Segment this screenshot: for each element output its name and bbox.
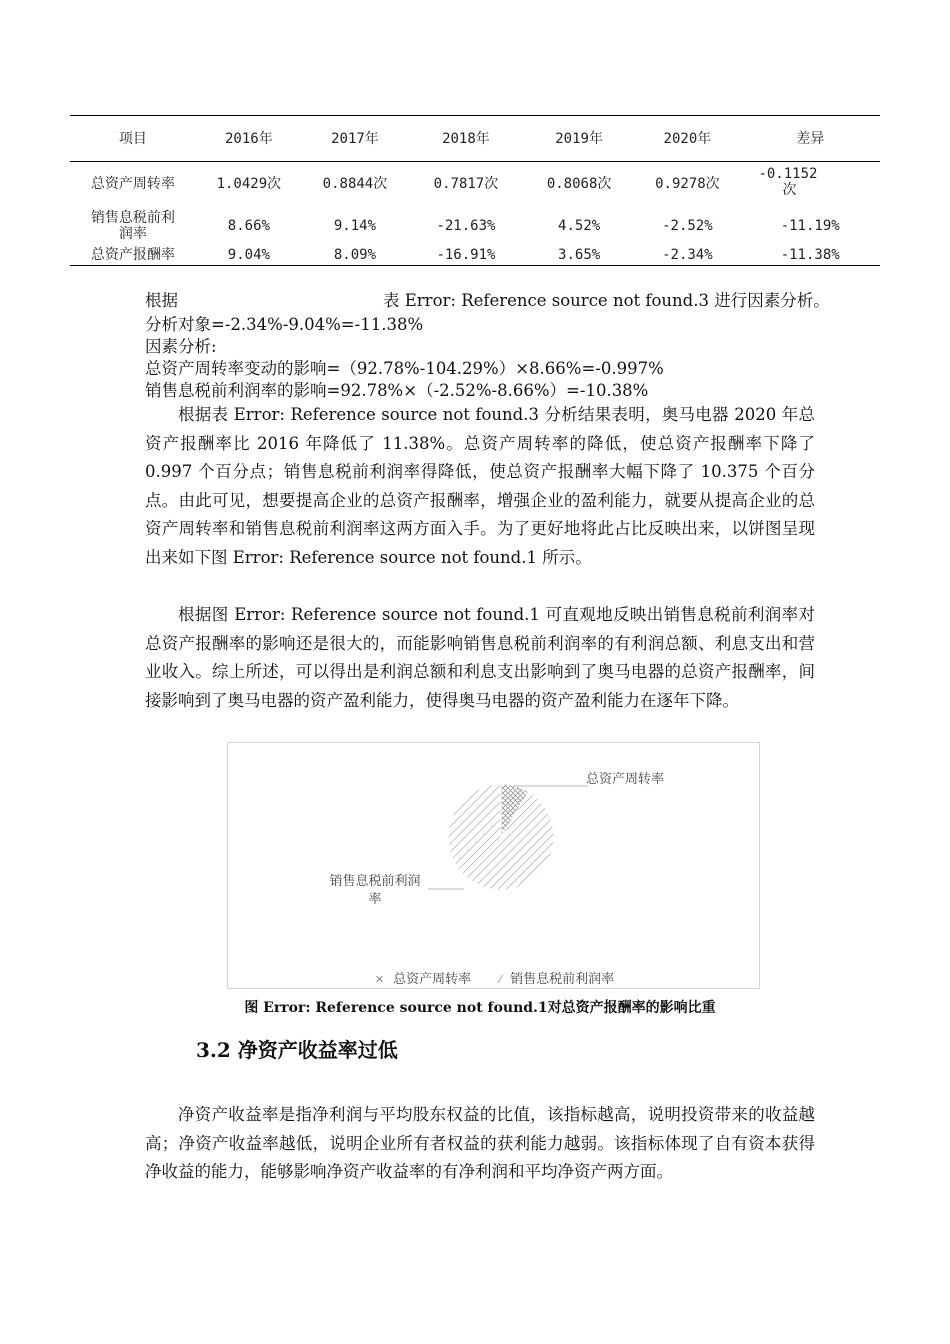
table-cell: -21.63%: [436, 217, 496, 234]
factor-table: [70, 115, 880, 266]
table-header-row: [70, 116, 880, 162]
diff-cell: -11.38%: [740, 246, 880, 266]
header-2016: 2016年: [196, 116, 302, 162]
header-diff: 差异: [740, 116, 880, 162]
diff-cell: [740, 162, 880, 206]
table-cell: 0.8068次: [546, 175, 612, 192]
table-row: [70, 206, 880, 246]
table-cell: -2.34%: [634, 246, 740, 266]
analysis-lead-b: 表 Error: Reference source not found.3 进行因素分析。: [383, 291, 830, 310]
table-cell: 0.9278次: [655, 175, 720, 192]
legend-label: 总资产周转率: [393, 972, 472, 987]
slice-label-margin: [320, 873, 430, 909]
table-row: [70, 246, 880, 266]
row-label: 总资产周转率: [90, 175, 175, 192]
table-cell: 9.14%: [333, 217, 377, 234]
cross-marker-icon: ✕: [374, 973, 385, 986]
table-cell: 9.04%: [196, 246, 302, 266]
pie-slice-margin: [448, 784, 554, 890]
table-cell: -2.52%: [662, 217, 713, 234]
row-label: 总资产报酬率: [70, 246, 196, 266]
table-cell: 0.8844次: [322, 175, 388, 192]
slice-label-turnover: 总资产周转率: [586, 772, 665, 787]
header-item: 项目: [70, 116, 196, 162]
header-2018: 2018年: [408, 116, 524, 162]
slice-label-margin-line1: 销售息税前利润: [329, 874, 421, 889]
factor-title: 因素分析:: [145, 337, 217, 356]
pie-chart: [227, 742, 760, 989]
diff-cell: -11.19%: [780, 217, 840, 234]
pie-svg: [228, 743, 761, 990]
table-cell: 4.52%: [558, 217, 601, 234]
factor-1: 总资产周转率变动的影响=（92.78%-104.29%）×8.66%=-0.997%: [145, 359, 664, 378]
diff-value: -0.1152: [758, 166, 818, 182]
table-cell: 8.09%: [302, 246, 408, 266]
table-cell: 3.65%: [524, 246, 634, 266]
header-2017: 2017年: [302, 116, 408, 162]
header-2019: 2019年: [524, 116, 634, 162]
figure-caption: 图 Error: Reference source not found.1对总资产报酬率的影响比重: [244, 1000, 716, 1016]
table-row: [70, 162, 880, 206]
paragraph-result: 根据表 Error: Reference source not found.3 分析结果表明，奥马电器 2020 年总资产报酬率比 2016 年降低了 11.38%。总资产周转率的降低，使总资产报酬率下降了 0.997 个百分点；销售息税前利润率得降低，使总资产报酬率大幅下降了 10.375 个百分点。由此可见，想要提高企业的总资产报酬率，增强企业的盈利能力，就要从提高企业的总资产周转率和销售息税前利润率这两方面入手。为了更好地将此占比反映出来，以饼图呈现出来如下图 Error: Reference source not found.1 所示。: [145, 405, 815, 567]
table-cell: -16.91%: [408, 246, 524, 266]
row-label: 销售息税前利润率: [90, 209, 175, 242]
legend-item-turnover: [369, 968, 477, 987]
table-cell: 1.0429次: [216, 175, 282, 192]
paragraph-roe: 净资产收益率是指净利润与平均股东权益的比值，该指标越高，说明投资带来的收益越高；净资产收益率越低，说明企业所有者权益的获利能力越弱。该指标体现了自有资本获得净收益的能力，能够影响净资产收益率的有净利润和平均净资产两方面。: [145, 1105, 815, 1181]
legend-item-margin: [493, 968, 620, 987]
hatch-marker-icon: ⁄: [499, 973, 502, 986]
analysis-object: 分析对象=-2.34%-9.04%=-11.38%: [145, 315, 424, 334]
table-cell: 0.7817次: [433, 175, 499, 192]
legend-label: 销售息税前利润率: [510, 972, 615, 987]
section-heading: 3.2 净资产收益率过低: [196, 1038, 398, 1062]
header-2020: 2020年: [634, 116, 740, 162]
chart-legend: [228, 968, 761, 987]
table-cell: 8.66%: [227, 217, 270, 234]
analysis-lead-a: 根据: [145, 291, 178, 310]
slice-label-margin-line2: 率: [368, 892, 382, 907]
factor-2: 销售息税前利润率的影响=92.78%×（-2.52%-8.66%）=-10.38%: [145, 381, 649, 400]
paragraph-conclusion: 根据图 Error: Reference source not found.1 可直观地反映出销售息税前利润率对总资产报酬率的影响还是很大的，而能影响销售息税前利润率的有利润总额、利息支出和营业收入。综上所述，可以得出是利润总额和利息支出影响到了奥马电器的总资产报酬率，间接影响到了奥马电器的资产盈利能力，使得奥马电器的资产盈利能力在逐年下降。: [145, 605, 815, 710]
diff-unit: 次: [782, 182, 797, 198]
